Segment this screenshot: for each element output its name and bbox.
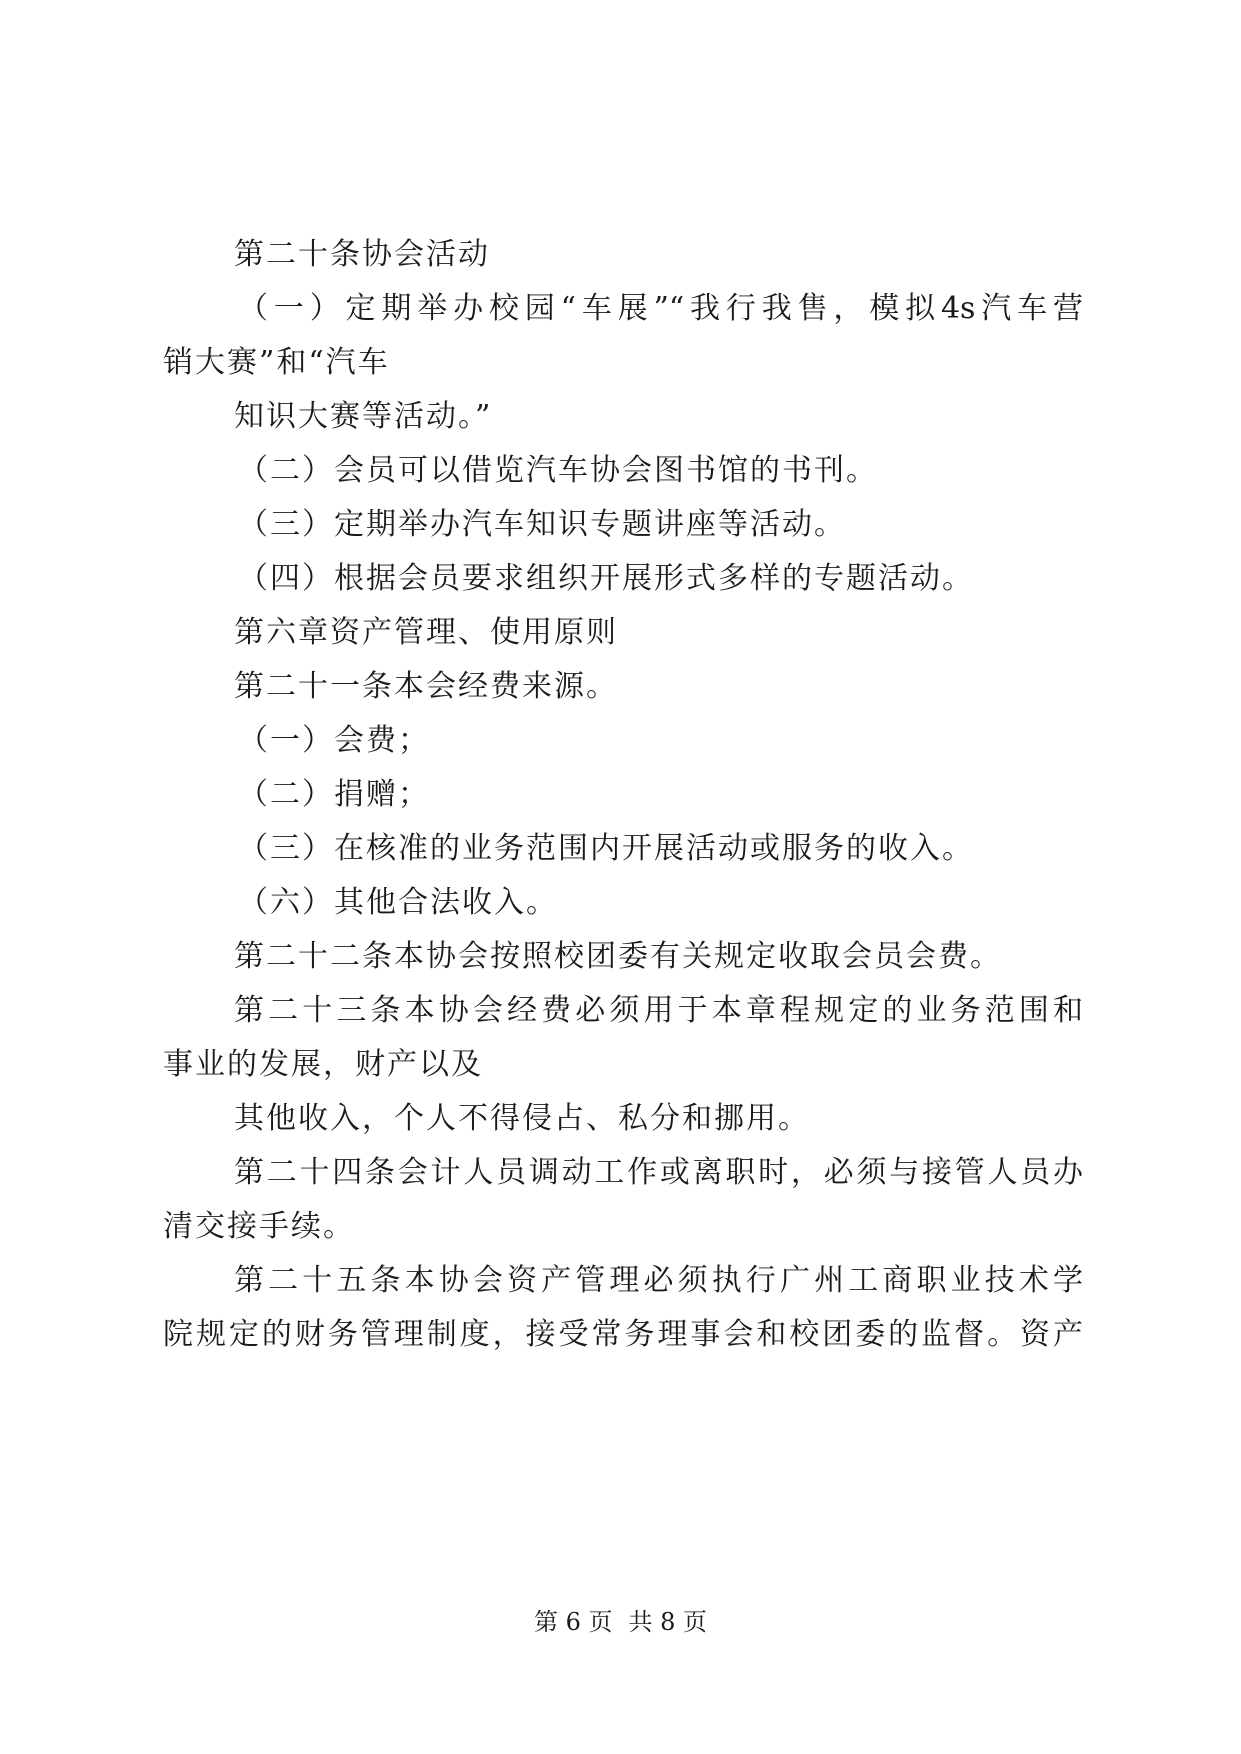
article-heading: 第二十一条本会经费来源。 <box>234 669 618 704</box>
page-total: 共 8 页 <box>628 1608 708 1636</box>
paragraph-line: （二）会员可以借览汽车协会图书馆的书刊。 <box>238 453 878 488</box>
paragraph-line: 知识大赛等活动。” <box>234 399 493 434</box>
paragraph-line: 清交接手续。 <box>163 1209 355 1244</box>
article-line: 第二十二条本协会按照校团委有关规定收取会员会费。 <box>234 939 1002 974</box>
paragraph-line: 院规定的财务管理制度，接受常务理事会和校团委的监督。资产 <box>163 1317 1083 1352</box>
paragraph-line: （一）定期举办校园“车展”“我行我售，模拟4s汽车营 <box>238 291 1083 326</box>
paragraph-line: （三）在核准的业务范围内开展活动或服务的收入。 <box>238 831 974 866</box>
page-footer <box>0 1607 1241 1637</box>
chapter-heading: 第六章资产管理、使用原则 <box>234 615 618 650</box>
article-line: 第二十四条会计人员调动工作或离职时，必须与接管人员办 <box>234 1155 1083 1190</box>
paragraph-line: （六）其他合法收入。 <box>238 885 558 920</box>
page-number: 第 6 页 <box>533 1608 613 1636</box>
article-line: 第二十五条本协会资产管理必须执行广州工商职业技术学 <box>234 1263 1083 1298</box>
paragraph-line: 事业的发展，财产以及 <box>163 1047 483 1082</box>
paragraph-line: 销大赛”和“汽车 <box>163 345 390 380</box>
paragraph-line: （三）定期举办汽车知识专题讲座等活动。 <box>238 507 846 542</box>
article-line: 第二十三条本协会经费必须用于本章程规定的业务范围和 <box>234 993 1083 1028</box>
paragraph-line: （一）会费； <box>238 723 430 758</box>
document-body <box>163 228 1083 1362</box>
paragraph-line: 其他收入，个人不得侵占、私分和挪用。 <box>234 1101 810 1136</box>
article-heading: 第二十条协会活动 <box>234 237 490 272</box>
paragraph-line: （二）捐赠； <box>238 777 430 812</box>
paragraph-line: （四）根据会员要求组织开展形式多样的专题活动。 <box>238 561 974 596</box>
